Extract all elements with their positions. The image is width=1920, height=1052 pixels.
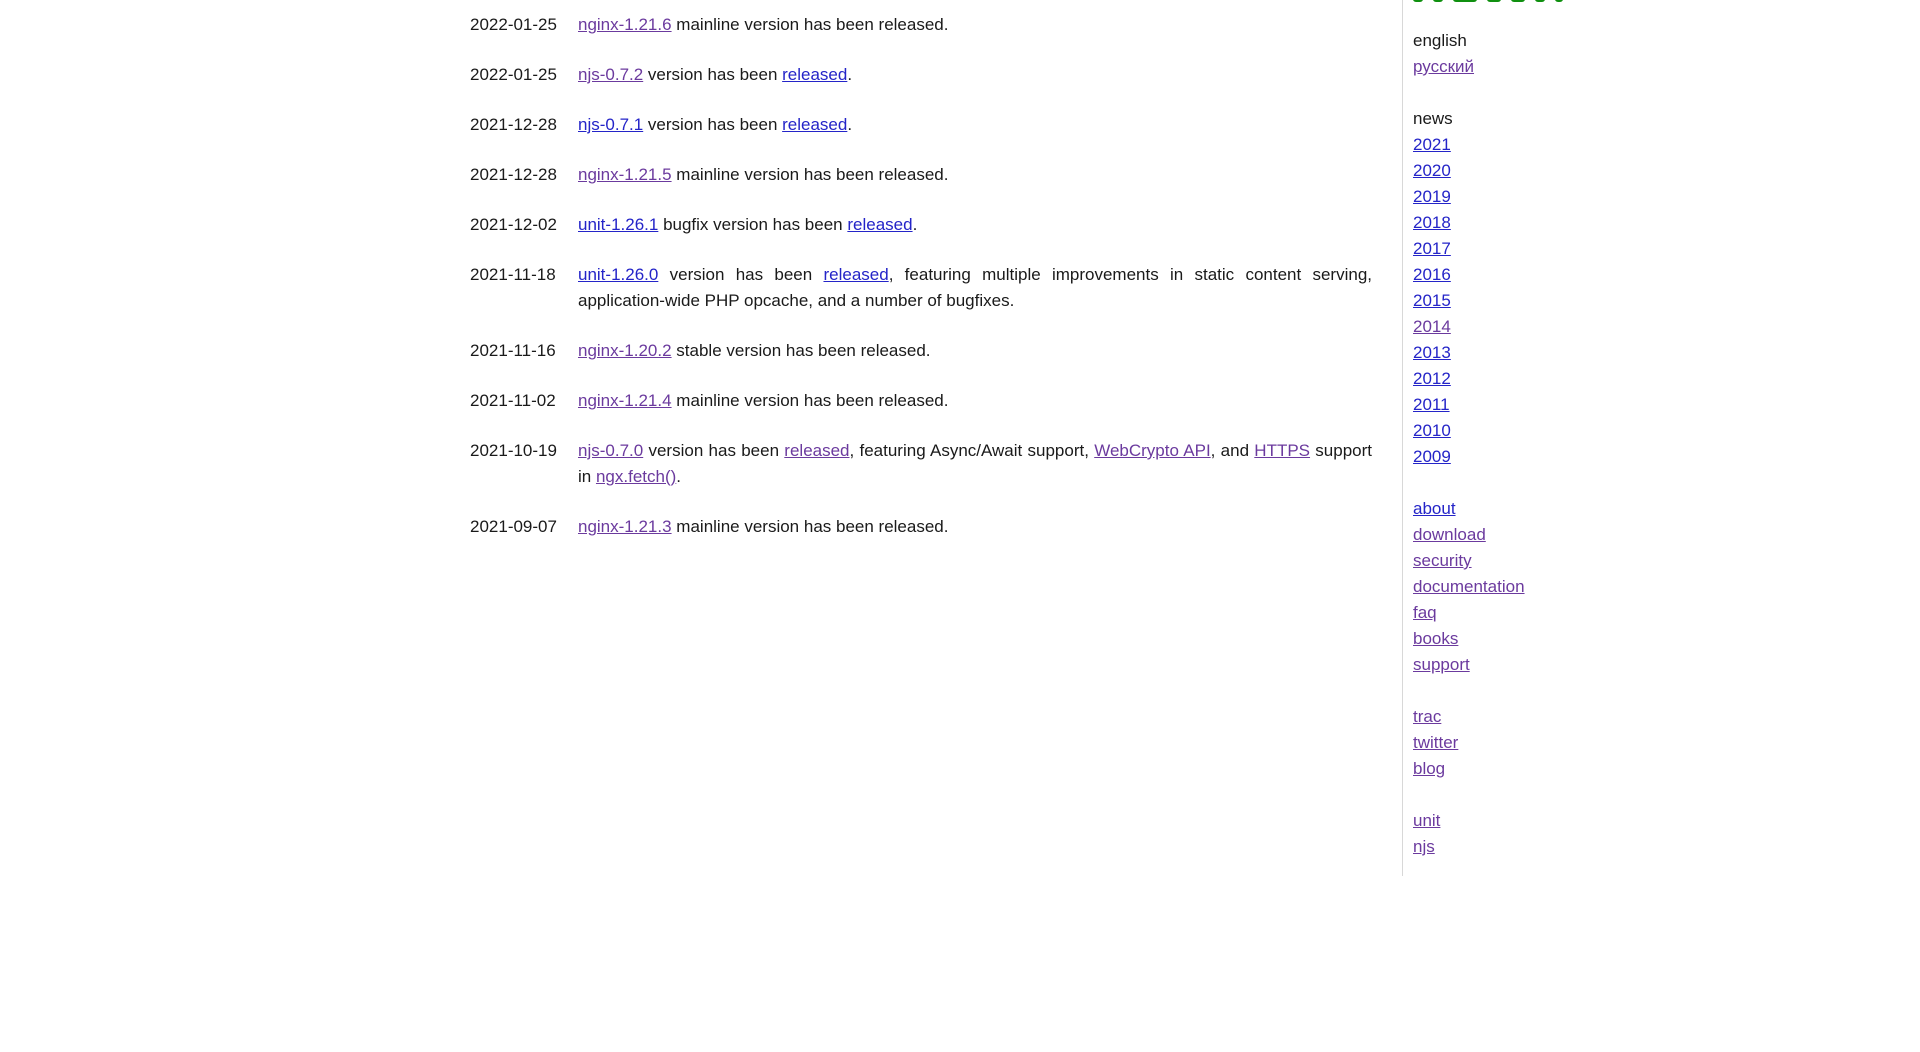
year-link[interactable]: 2015 [1413, 291, 1451, 310]
menu-link-faq[interactable]: faq [1413, 603, 1437, 622]
logo-fragment [1535, 0, 1545, 2]
news-item [470, 338, 1372, 364]
release-link[interactable]: nginx-1.20.2 [578, 341, 672, 360]
logo-fragment [1487, 0, 1501, 2]
logo-fragment [1453, 0, 1477, 2]
news-list [470, 0, 1372, 564]
news-text: nginx-1.20.2 stable version has been released. [578, 341, 931, 360]
menu-link-security[interactable]: security [1413, 551, 1472, 570]
year-link[interactable]: 2010 [1413, 421, 1451, 440]
news-text: njs-0.7.2 version has been released. [578, 65, 853, 84]
menu-link-books[interactable]: books [1413, 629, 1459, 648]
news-text: unit-1.26.0 version has been released, featuring multiple improvements in static content serving, application-wide PHP opcache, and a number of bugfixes. [578, 265, 1373, 310]
webcrypto-api-link[interactable]: WebCrypto API [1094, 441, 1211, 460]
year-link[interactable]: 2017 [1413, 239, 1451, 258]
news-text: nginx-1.21.4 mainline version has been released. [578, 391, 949, 410]
news-date: 2021-11-16 [470, 341, 556, 360]
menu-link-blog[interactable]: blog [1413, 759, 1446, 778]
news-text: nginx-1.21.3 mainline version has been released. [578, 517, 949, 536]
news-date: 2021-12-02 [470, 215, 557, 234]
menu-divider [1402, 0, 1403, 876]
news-date: 2021-10-19 [470, 441, 557, 460]
news-date: 2022-01-25 [470, 65, 557, 84]
year-link[interactable]: 2019 [1413, 187, 1451, 206]
news-item [470, 112, 1372, 138]
logo-fragment [1433, 0, 1443, 2]
nginx-logo[interactable] [1413, 0, 1563, 2]
release-link[interactable]: unit-1.26.0 [578, 265, 659, 284]
news-date: 2021-11-18 [470, 265, 556, 284]
menu-link-support[interactable]: support [1413, 655, 1470, 674]
year-link[interactable]: 2009 [1413, 447, 1451, 466]
news-label: news [1413, 109, 1453, 128]
news-date: 2021-11-02 [470, 391, 556, 410]
year-link[interactable]: 2014 [1413, 317, 1451, 336]
release-link[interactable]: njs-0.7.0 [578, 441, 644, 460]
released-link[interactable]: released [782, 115, 848, 134]
release-link[interactable]: njs-0.7.1 [578, 115, 644, 134]
news-item [470, 514, 1372, 540]
news-text: unit-1.26.1 bugfix version has been released. [578, 215, 918, 234]
released-link[interactable]: released [847, 215, 913, 234]
news-item [470, 162, 1372, 188]
menu-link-njs[interactable]: njs [1413, 837, 1435, 856]
news-text: nginx-1.21.5 mainline version has been released. [578, 165, 949, 184]
logo-fragment [1511, 0, 1525, 2]
release-link[interactable]: nginx-1.21.5 [578, 165, 672, 184]
release-link[interactable]: nginx-1.21.6 [578, 15, 672, 34]
news-item [470, 12, 1372, 38]
year-link[interactable]: 2016 [1413, 265, 1451, 284]
year-link[interactable]: 2021 [1413, 135, 1451, 154]
news-date: 2021-09-07 [470, 517, 557, 536]
menu-link-download[interactable]: download [1413, 525, 1486, 544]
news-date: 2022-01-25 [470, 15, 557, 34]
current-language: english [1413, 31, 1467, 50]
news-text: nginx-1.21.6 mainline version has been released. [578, 15, 949, 34]
news-item [470, 62, 1372, 88]
logo-fragment [1555, 0, 1563, 2]
news-item [470, 438, 1372, 490]
news-date: 2021-12-28 [470, 165, 557, 184]
year-link[interactable]: 2011 [1413, 395, 1450, 414]
ngx-fetch-link[interactable]: ngx.fetch() [595, 467, 677, 486]
menu-link-trac[interactable]: trac [1413, 707, 1442, 726]
year-link[interactable]: 2012 [1413, 369, 1451, 388]
news-item [470, 388, 1372, 414]
news-item [470, 212, 1372, 238]
release-link[interactable]: njs-0.7.2 [578, 65, 644, 84]
menu-link-about[interactable]: about [1413, 499, 1456, 518]
released-link[interactable]: released [823, 265, 889, 284]
released-link[interactable]: released [782, 65, 848, 84]
menu-link-twitter[interactable]: twitter [1413, 733, 1459, 752]
sidebar-menu [1413, 28, 1713, 860]
year-link[interactable]: 2020 [1413, 161, 1451, 180]
menu-link-documentation[interactable]: documentation [1413, 577, 1525, 596]
release-link[interactable]: nginx-1.21.4 [578, 391, 672, 410]
https-link[interactable]: HTTPS [1254, 441, 1311, 460]
news-text: njs-0.7.0 version has been released, featuring Async/Await support, WebCrypto API, and HTTPS support in ngx.fetch(). [578, 441, 1372, 486]
language-link-russian[interactable]: русский [1413, 57, 1475, 76]
logo-fragment [1413, 0, 1423, 2]
year-link[interactable]: 2013 [1413, 343, 1451, 362]
news-date: 2021-12-28 [470, 115, 557, 134]
release-link[interactable]: nginx-1.21.3 [578, 517, 672, 536]
year-link[interactable]: 2018 [1413, 213, 1451, 232]
menu-link-unit[interactable]: unit [1413, 811, 1441, 830]
news-item [470, 262, 1372, 314]
release-link[interactable]: unit-1.26.1 [578, 215, 659, 234]
news-text: njs-0.7.1 version has been released. [578, 115, 853, 134]
released-link[interactable]: released [784, 441, 850, 460]
